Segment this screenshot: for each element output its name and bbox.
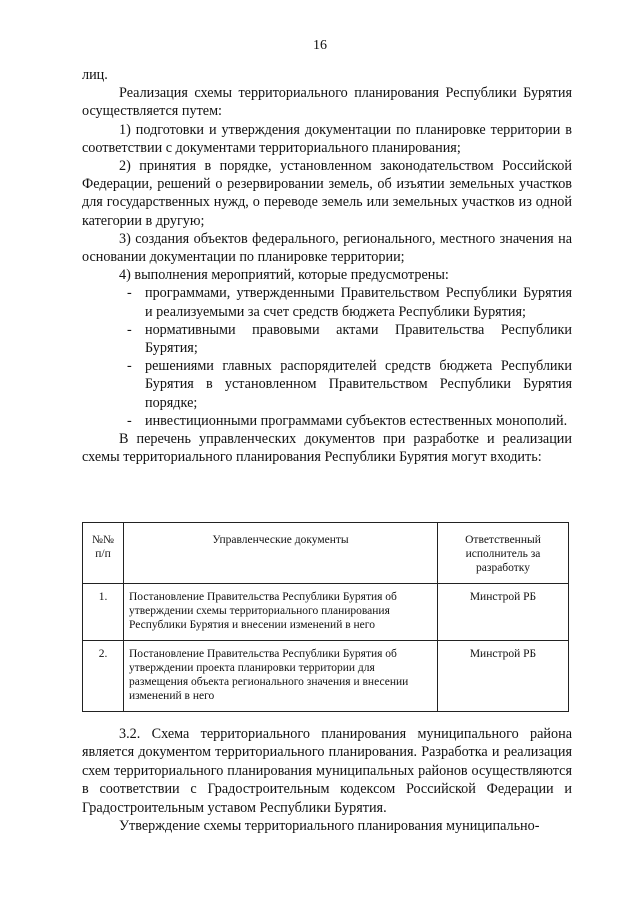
- table-row: [83, 584, 569, 641]
- bullet-dash: -: [127, 321, 132, 338]
- paragraph: Реализация схемы территориального планирования Республики Бурятия осуществляется путем:: [82, 85, 572, 120]
- body-text-top: [82, 66, 572, 466]
- row-document: Постановление Правительства Республики Бурятия об утверждении схемы территориального планирования Республики Бурятия и внесении изменений в него: [124, 584, 438, 641]
- bullet-item: [82, 321, 572, 357]
- body-text-bottom: [82, 725, 572, 835]
- header-executor: Ответственный исполнитель за разработку: [438, 523, 569, 584]
- bullet-text: программами, утвержденными Правительством Республики Бурятия и реализуемыми за счет средств бюджета Республики Бурятия;: [145, 285, 572, 320]
- bullet-item: [82, 357, 572, 412]
- bullet-dash: -: [127, 358, 132, 375]
- paragraph: 1) подготовки и утверждения документации по планировке территории в соответствии с документами территориального планирования;: [82, 121, 572, 156]
- bullet-item: [82, 284, 572, 320]
- bullet-text: инвестиционными программами субъектов естественных монополий.: [145, 412, 568, 429]
- bullet-dash: -: [127, 412, 132, 429]
- paragraph: 2) принятия в порядке, установленном законодательством Российской Федерации, решений о резервировании земель, об изъятии земельных участков для государственных нужд, о переводе земель или земельных участков из одной категории в другую;: [82, 158, 572, 229]
- management-documents-table: [82, 522, 569, 712]
- paragraph: Утверждение схемы территориального планирования муниципально-: [119, 818, 540, 835]
- paragraph: 3) создания объектов федерального, регионального, местного значения на основании документации по планировке территории;: [82, 230, 572, 266]
- paragraph: 3.2. Схема территориального планирования муниципального района является документом территориального планирования. Разработка и реализация схем территориального планирования муниципальных районов осуществляются в соответствии с Градостроительным кодексом Российской Федерации и Градостроительным уставом Республики Бурятия.: [82, 726, 572, 816]
- paragraph: лиц.: [82, 67, 108, 83]
- table-row: [83, 641, 569, 712]
- header-documents: Управленческие документы: [124, 523, 438, 584]
- page-number: 16: [313, 38, 327, 53]
- row-document: Постановление Правительства Республики Бурятия об утверждении проекта планировки территории для размещения объекта регионального значения и внесении изменений в него: [124, 641, 438, 712]
- bullet-item: [82, 412, 572, 430]
- header-number: №№ п/п: [83, 523, 124, 584]
- row-executor: Минстрой РБ: [438, 584, 569, 641]
- bullet-text: нормативными правовыми актами Правительства Республики Бурятия;: [145, 321, 572, 357]
- paragraph: 4) выполнения мероприятий, которые предусмотрены:: [119, 267, 449, 284]
- paragraph: В перечень управленческих документов при разработке и реализации схемы территориального планирования Республики Бурятия могут входить:: [82, 431, 572, 466]
- bullet-text: решениями главных распорядителей средств бюджета Республики Бурятия в установленном Правительством Республики Бурятия порядке;: [145, 358, 572, 411]
- row-executor: Минстрой РБ: [438, 641, 569, 712]
- row-number: 1.: [83, 584, 124, 641]
- bullet-dash: -: [127, 285, 132, 302]
- table-header-row: [83, 523, 569, 584]
- row-number: 2.: [83, 641, 124, 712]
